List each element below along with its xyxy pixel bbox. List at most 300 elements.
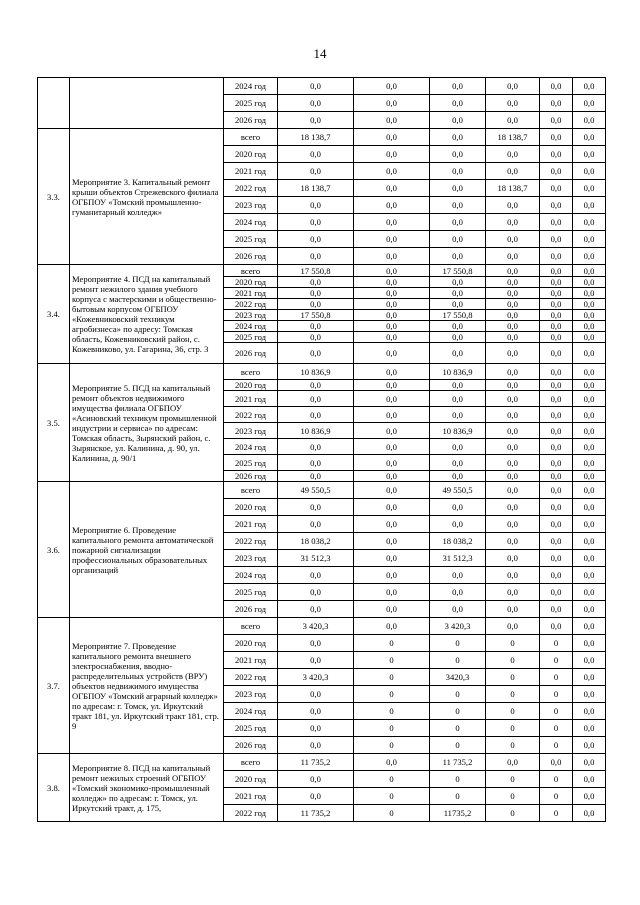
activity-description-cell: Мероприятие 8. ПСД на капитальный ремонт нежилых строений ОГБПОУ «Томский экономико-промышленный колледж» по адресам: г. Томск, ул. Иркутский тракт, д. 175, (70, 754, 224, 822)
amount-cell: 0 (430, 788, 486, 805)
amount-cell: 0,0 (540, 455, 573, 471)
amount-cell: 0,0 (573, 248, 606, 265)
amount-cell: 0,0 (540, 299, 573, 310)
amount-cell: 0,0 (573, 364, 606, 380)
amount-cell: 0,0 (354, 471, 430, 482)
amount-cell: 0,0 (430, 288, 486, 299)
amount-cell: 0,0 (278, 146, 354, 163)
year-cell: 2023 год (224, 423, 278, 439)
amount-cell: 0 (540, 805, 573, 822)
amount-cell: 0,0 (486, 332, 540, 343)
amount-cell: 0,0 (573, 146, 606, 163)
amount-cell: 0,0 (354, 277, 430, 288)
amount-cell: 0,0 (486, 601, 540, 618)
amount-cell: 18 038,2 (430, 533, 486, 550)
amount-cell: 0,0 (278, 407, 354, 423)
amount-cell: 0,0 (573, 214, 606, 231)
amount-cell: 0,0 (573, 180, 606, 197)
amount-cell: 0,0 (486, 288, 540, 299)
amount-cell: 0 (486, 669, 540, 686)
amount-cell: 0,0 (354, 482, 430, 499)
amount-cell: 0,0 (540, 618, 573, 635)
amount-cell: 0,0 (540, 471, 573, 482)
amount-cell: 0,0 (573, 703, 606, 720)
year-cell: 2024 год (224, 439, 278, 455)
amount-cell: 0,0 (540, 380, 573, 391)
year-cell: 2024 год (224, 78, 278, 95)
amount-cell: 0,0 (540, 601, 573, 618)
activity-number-cell: 3.8. (38, 754, 70, 822)
activity-description-cell (70, 78, 224, 129)
amount-cell: 0,0 (573, 391, 606, 407)
amount-cell: 0,0 (486, 499, 540, 516)
amount-cell: 0 (430, 652, 486, 669)
activity-number-cell: 3.6. (38, 482, 70, 618)
amount-cell: 0,0 (354, 439, 430, 455)
amount-cell: 0,0 (278, 391, 354, 407)
amount-cell: 0,0 (354, 550, 430, 567)
amount-cell: 0,0 (354, 499, 430, 516)
amount-cell: 0,0 (354, 391, 430, 407)
amount-cell: 0,0 (573, 288, 606, 299)
amount-cell: 0,0 (430, 391, 486, 407)
activity-description-cell: Мероприятие 4. ПСД на капитальный ремонт нежилого здания учебного корпуса с мастерскими и общественно-бытовым корпусом ОГБПОУ «Кожевниковский техникум агробизнеса» по адресу: Томская область, Кожевниковский район, с. Кожевниково, ул. Гагарина, 36, стр. 3 (70, 265, 224, 364)
amount-cell: 0 (354, 635, 430, 652)
amount-cell: 0,0 (354, 601, 430, 618)
amount-cell: 0,0 (354, 618, 430, 635)
amount-cell: 3 420,3 (430, 618, 486, 635)
amount-cell: 0,0 (540, 584, 573, 601)
year-cell: 2026 год (224, 737, 278, 754)
activity-description-cell: Мероприятие 6. Проведение капитального ремонта автоматической пожарной сигнализации профессиональных образовательных организаций (70, 482, 224, 618)
amount-cell: 0,0 (573, 567, 606, 584)
amount-cell: 18 138,7 (278, 180, 354, 197)
amount-cell: 0,0 (486, 343, 540, 364)
amount-cell: 0,0 (354, 231, 430, 248)
table-row (38, 754, 606, 771)
amount-cell: 0,0 (354, 310, 430, 321)
amount-cell: 0,0 (486, 423, 540, 439)
amount-cell: 0,0 (430, 129, 486, 146)
amount-cell: 0,0 (430, 197, 486, 214)
year-cell: 2026 год (224, 601, 278, 618)
amount-cell: 0,0 (540, 197, 573, 214)
year-cell: всего (224, 754, 278, 771)
amount-cell: 0,0 (573, 635, 606, 652)
amount-cell: 0,0 (278, 652, 354, 669)
amount-cell: 0 (430, 737, 486, 754)
year-cell: 2026 год (224, 112, 278, 129)
amount-cell: 0,0 (573, 550, 606, 567)
amount-cell: 18 038,2 (278, 533, 354, 550)
amount-cell: 0,0 (573, 737, 606, 754)
year-cell: 2023 год (224, 686, 278, 703)
amount-cell: 0,0 (573, 584, 606, 601)
amount-cell: 0,0 (540, 288, 573, 299)
amount-cell: 0,0 (540, 364, 573, 380)
amount-cell: 0,0 (540, 482, 573, 499)
amount-cell: 0 (354, 788, 430, 805)
amount-cell: 0,0 (278, 321, 354, 332)
amount-cell: 0 (486, 788, 540, 805)
amount-cell: 0,0 (354, 129, 430, 146)
amount-cell: 0,0 (278, 686, 354, 703)
amount-cell: 0,0 (430, 146, 486, 163)
amount-cell: 0,0 (573, 129, 606, 146)
amount-cell: 0,0 (540, 533, 573, 550)
amount-cell: 0,0 (540, 78, 573, 95)
amount-cell: 17 550,8 (430, 310, 486, 321)
amount-cell: 0,0 (278, 567, 354, 584)
amount-cell: 0,0 (486, 391, 540, 407)
amount-cell: 0 (354, 737, 430, 754)
amount-cell: 0 (540, 788, 573, 805)
amount-cell: 0,0 (573, 499, 606, 516)
amount-cell: 0,0 (573, 277, 606, 288)
amount-cell: 0,0 (354, 516, 430, 533)
amount-cell: 0 (354, 805, 430, 822)
amount-cell: 0,0 (354, 455, 430, 471)
amount-cell: 11 735,2 (278, 754, 354, 771)
amount-cell: 0,0 (486, 214, 540, 231)
amount-cell: 0,0 (486, 380, 540, 391)
amount-cell: 0 (540, 686, 573, 703)
amount-cell: 0,0 (573, 482, 606, 499)
amount-cell: 0,0 (278, 78, 354, 95)
amount-cell: 10 836,9 (278, 423, 354, 439)
amount-cell: 0,0 (486, 95, 540, 112)
amount-cell: 0 (486, 737, 540, 754)
amount-cell: 0,0 (354, 95, 430, 112)
year-cell: 2025 год (224, 455, 278, 471)
year-cell: 2020 год (224, 380, 278, 391)
amount-cell: 0,0 (430, 584, 486, 601)
amount-cell: 0,0 (354, 146, 430, 163)
amount-cell: 0,0 (573, 310, 606, 321)
amount-cell: 0,0 (540, 95, 573, 112)
activity-number-cell (38, 78, 70, 129)
amount-cell: 0,0 (540, 129, 573, 146)
amount-cell: 0,0 (430, 95, 486, 112)
amount-cell: 0,0 (354, 321, 430, 332)
year-cell: 2025 год (224, 584, 278, 601)
amount-cell: 0,0 (354, 112, 430, 129)
amount-cell: 0,0 (486, 248, 540, 265)
table-row (38, 78, 606, 95)
year-cell: 2020 год (224, 277, 278, 288)
amount-cell: 0,0 (540, 499, 573, 516)
amount-cell: 0,0 (354, 163, 430, 180)
amount-cell: 0,0 (486, 471, 540, 482)
amount-cell: 0,0 (354, 584, 430, 601)
amount-cell: 17 550,8 (278, 310, 354, 321)
year-cell: 2023 год (224, 310, 278, 321)
year-cell: 2021 год (224, 163, 278, 180)
amount-cell: 0,0 (486, 550, 540, 567)
amount-cell: 0,0 (354, 265, 430, 277)
amount-cell: 0,0 (278, 231, 354, 248)
year-cell: 2025 год (224, 95, 278, 112)
amount-cell: 0,0 (354, 288, 430, 299)
amount-cell: 10 836,9 (278, 364, 354, 380)
year-cell: 2022 год (224, 805, 278, 822)
amount-cell: 0 (486, 686, 540, 703)
activity-number-cell: 3.7. (38, 618, 70, 754)
amount-cell: 0,0 (486, 310, 540, 321)
amount-cell: 17 550,8 (278, 265, 354, 277)
amount-cell: 0,0 (540, 423, 573, 439)
amount-cell: 0,0 (354, 423, 430, 439)
amount-cell: 0 (540, 771, 573, 788)
amount-cell: 0,0 (430, 601, 486, 618)
year-cell: 2025 год (224, 231, 278, 248)
amount-cell: 0,0 (573, 686, 606, 703)
amount-cell: 0,0 (430, 248, 486, 265)
activity-number-cell: 3.5. (38, 364, 70, 482)
year-cell: 2026 год (224, 471, 278, 482)
amount-cell: 17 550,8 (430, 265, 486, 277)
amount-cell: 0,0 (486, 754, 540, 771)
amount-cell: 0 (430, 720, 486, 737)
amount-cell: 0,0 (573, 163, 606, 180)
amount-cell: 0,0 (278, 439, 354, 455)
amount-cell: 0 (354, 771, 430, 788)
amount-cell: 0 (354, 720, 430, 737)
amount-cell: 0,0 (486, 439, 540, 455)
year-cell: 2024 год (224, 214, 278, 231)
amount-cell: 0,0 (430, 321, 486, 332)
amount-cell: 0,0 (573, 533, 606, 550)
amount-cell: 0,0 (486, 516, 540, 533)
amount-cell: 0,0 (430, 332, 486, 343)
amount-cell: 0,0 (430, 455, 486, 471)
amount-cell: 0,0 (573, 78, 606, 95)
amount-cell: 0,0 (430, 180, 486, 197)
amount-cell: 0,0 (540, 310, 573, 321)
amount-cell: 0,0 (540, 265, 573, 277)
amount-cell: 0,0 (573, 720, 606, 737)
table-row (38, 482, 606, 499)
amount-cell: 0,0 (573, 343, 606, 364)
amount-cell: 0,0 (486, 197, 540, 214)
amount-cell: 10 836,9 (430, 364, 486, 380)
amount-cell: 0,0 (486, 231, 540, 248)
amount-cell: 0,0 (486, 364, 540, 380)
amount-cell: 0,0 (278, 163, 354, 180)
amount-cell: 0,0 (486, 618, 540, 635)
amount-cell: 10 836,9 (430, 423, 486, 439)
amount-cell: 0,0 (573, 471, 606, 482)
year-cell: 2022 год (224, 533, 278, 550)
amount-cell: 0,0 (486, 533, 540, 550)
amount-cell: 31 512,3 (430, 550, 486, 567)
year-cell: 2020 год (224, 146, 278, 163)
year-cell: 2020 год (224, 635, 278, 652)
amount-cell: 0,0 (573, 197, 606, 214)
amount-cell: 0,0 (278, 343, 354, 364)
amount-cell: 0,0 (540, 231, 573, 248)
year-cell: 2021 год (224, 516, 278, 533)
amount-cell: 0,0 (540, 332, 573, 343)
activity-description-cell: Мероприятие 7. Проведение капитального ремонта внешнего электроснабжения, вводно-распределительных устройств (ВРУ) объектов недвижимого имущества ОГБПОУ «Томский аграрный колледж» по адресам: г. Томск, ул. Иркутский тракт 181, ул. Иркутский тракт 181, стр. 9 (70, 618, 224, 754)
amount-cell: 0,0 (430, 299, 486, 310)
amount-cell: 0 (486, 771, 540, 788)
table-row (38, 364, 606, 380)
amount-cell: 18 138,7 (278, 129, 354, 146)
year-cell: 2024 год (224, 703, 278, 720)
amount-cell: 0 (430, 635, 486, 652)
year-cell: 2021 год (224, 391, 278, 407)
amount-cell: 0 (540, 737, 573, 754)
amount-cell: 0,0 (430, 214, 486, 231)
amount-cell: 0,0 (354, 332, 430, 343)
amount-cell: 0,0 (486, 482, 540, 499)
amount-cell: 0 (354, 652, 430, 669)
activity-description-cell: Мероприятие 3. Капитальный ремонт крыши объектов Стрежевского филиала ОГБПОУ «Томский промышленно-гуманитарный колледж» (70, 129, 224, 265)
amount-cell: 0,0 (573, 423, 606, 439)
year-cell: всего (224, 618, 278, 635)
amount-cell: 0,0 (540, 146, 573, 163)
amount-cell: 0,0 (486, 299, 540, 310)
amount-cell: 0,0 (573, 299, 606, 310)
amount-cell: 0,0 (573, 516, 606, 533)
amount-cell: 3 420,3 (278, 669, 354, 686)
amount-cell: 0,0 (278, 112, 354, 129)
amount-cell: 0,0 (354, 214, 430, 231)
amount-cell: 31 512,3 (278, 550, 354, 567)
amount-cell: 0,0 (278, 703, 354, 720)
amount-cell: 0,0 (573, 231, 606, 248)
year-cell: 2021 год (224, 652, 278, 669)
amount-cell: 0,0 (486, 265, 540, 277)
table-row (38, 265, 606, 277)
amount-cell: 0,0 (354, 364, 430, 380)
amount-cell: 0,0 (540, 248, 573, 265)
year-cell: 2020 год (224, 771, 278, 788)
amount-cell: 0,0 (486, 321, 540, 332)
amount-cell: 0,0 (430, 567, 486, 584)
amount-cell: 0,0 (354, 299, 430, 310)
amount-cell: 0,0 (573, 601, 606, 618)
amount-cell: 11 735,2 (278, 805, 354, 822)
amount-cell: 0,0 (540, 214, 573, 231)
amount-cell: 0 (540, 703, 573, 720)
amount-cell: 0,0 (540, 754, 573, 771)
amount-cell: 0,0 (573, 265, 606, 277)
amount-cell: 0,0 (354, 343, 430, 364)
amount-cell: 0,0 (278, 788, 354, 805)
page-number: 14 (313, 46, 327, 61)
amount-cell: 0,0 (354, 533, 430, 550)
amount-cell: 0,0 (486, 277, 540, 288)
amount-cell: 0,0 (573, 754, 606, 771)
amount-cell: 0,0 (278, 471, 354, 482)
amount-cell: 0,0 (573, 112, 606, 129)
amount-cell: 0 (430, 686, 486, 703)
amount-cell: 0,0 (278, 214, 354, 231)
amount-cell: 0,0 (430, 78, 486, 95)
activity-number-cell: 3.4. (38, 265, 70, 364)
amount-cell: 0 (540, 635, 573, 652)
amount-cell: 0,0 (573, 332, 606, 343)
amount-cell: 0,0 (486, 78, 540, 95)
amount-cell: 0,0 (278, 380, 354, 391)
year-cell: 2023 год (224, 550, 278, 567)
amount-cell: 0,0 (540, 163, 573, 180)
amount-cell: 0,0 (278, 455, 354, 471)
amount-cell: 0,0 (278, 601, 354, 618)
table-row (38, 618, 606, 635)
amount-cell: 0 (486, 720, 540, 737)
year-cell: 2022 год (224, 180, 278, 197)
amount-cell: 0,0 (278, 197, 354, 214)
amount-cell: 49 550,5 (278, 482, 354, 499)
amount-cell: 0,0 (540, 439, 573, 455)
amount-cell: 0,0 (278, 635, 354, 652)
year-cell: 2024 год (224, 567, 278, 584)
year-cell: всего (224, 364, 278, 380)
amount-cell: 0,0 (354, 180, 430, 197)
amount-cell: 0,0 (486, 567, 540, 584)
amount-cell: 0,0 (540, 112, 573, 129)
year-cell: 2021 год (224, 288, 278, 299)
amount-cell: 0,0 (430, 231, 486, 248)
amount-cell: 0 (486, 805, 540, 822)
amount-cell: 3 420,3 (278, 618, 354, 635)
amount-cell: 0,0 (278, 584, 354, 601)
amount-cell: 0,0 (573, 439, 606, 455)
amount-cell: 49 550,5 (430, 482, 486, 499)
amount-cell: 0,0 (573, 95, 606, 112)
amount-cell: 0 (540, 720, 573, 737)
amount-cell: 0,0 (430, 439, 486, 455)
amount-cell: 0,0 (354, 407, 430, 423)
year-cell: 2023 год (224, 197, 278, 214)
amount-cell: 0,0 (573, 771, 606, 788)
amount-cell: 0 (430, 703, 486, 720)
amount-cell: 0,0 (354, 754, 430, 771)
year-cell: всего (224, 482, 278, 499)
amount-cell: 0,0 (573, 805, 606, 822)
amount-cell: 0,0 (430, 112, 486, 129)
amount-cell: 0,0 (540, 550, 573, 567)
amount-cell: 0,0 (486, 163, 540, 180)
amount-cell: 0,0 (486, 407, 540, 423)
amount-cell: 0,0 (430, 499, 486, 516)
amount-cell: 0 (540, 669, 573, 686)
amount-cell: 0,0 (540, 391, 573, 407)
year-cell: 2026 год (224, 343, 278, 364)
amount-cell: 0,0 (540, 180, 573, 197)
year-cell: всего (224, 129, 278, 146)
amount-cell: 0,0 (278, 720, 354, 737)
amount-cell: 0,0 (430, 380, 486, 391)
year-cell: 2026 год (224, 248, 278, 265)
amount-cell: 0,0 (486, 455, 540, 471)
amount-cell: 0 (354, 669, 430, 686)
amount-cell: 0,0 (430, 516, 486, 533)
amount-cell: 18 138,7 (486, 180, 540, 197)
amount-cell: 0,0 (354, 78, 430, 95)
amount-cell: 0,0 (354, 197, 430, 214)
amount-cell: 0 (430, 771, 486, 788)
amount-cell: 0,0 (486, 112, 540, 129)
amount-cell: 0 (354, 686, 430, 703)
amount-cell: 0,0 (540, 567, 573, 584)
amount-cell: 0,0 (430, 277, 486, 288)
amount-cell: 0,0 (573, 455, 606, 471)
amount-cell: 11735,2 (430, 805, 486, 822)
